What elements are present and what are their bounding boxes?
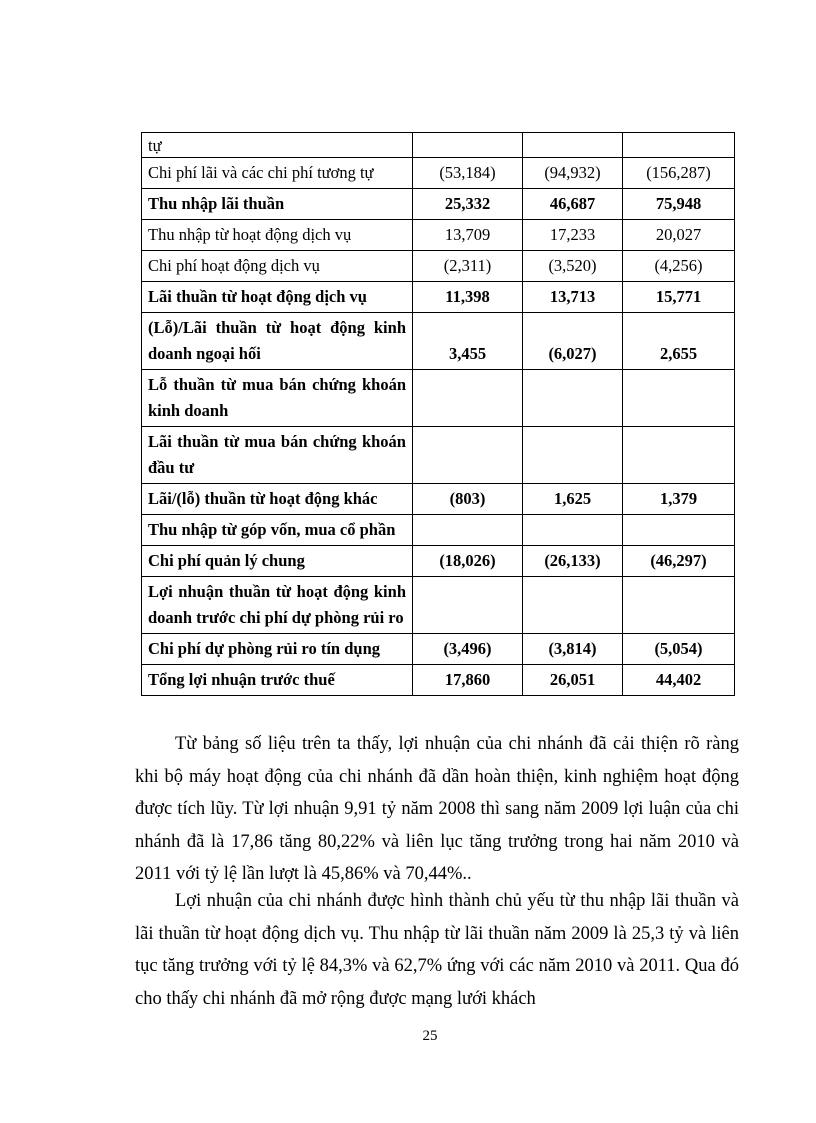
row-value-2011: 2,655 [623,313,735,370]
row-value-2010: 13,713 [523,282,623,313]
row-label: Thu nhập từ góp vốn, mua cổ phần [142,515,413,546]
row-value-2009: 17,860 [413,665,523,696]
row-label: Lợi nhuận thuần từ hoạt động kinh doanh trước chi phí dự phòng rủi ro [142,577,413,634]
page-number: 25 [422,1028,438,1044]
row-value-2011 [623,515,735,546]
table-row [142,251,735,282]
row-value-2010: (3,520) [523,251,623,282]
row-label: Tổng lợi nhuận trước thuế [142,665,413,696]
row-value-2009: (803) [413,484,523,515]
financial-table [141,132,735,696]
row-value-2009 [413,133,523,158]
financial-table-body [142,133,735,696]
row-value-2010: 17,233 [523,220,623,251]
table-row [142,634,735,665]
table-row [142,665,735,696]
row-value-2009: 11,398 [413,282,523,313]
row-label: Chi phí dự phòng rủi ro tín dụng [142,634,413,665]
table-row [142,313,735,370]
row-value-2011 [623,370,735,427]
row-value-2011: 44,402 [623,665,735,696]
table-row [142,484,735,515]
row-value-2010: 1,625 [523,484,623,515]
row-label: Lãi thuần từ mua bán chứng khoán đầu tư [142,427,413,484]
row-value-2009: (2,311) [413,251,523,282]
row-label: Lỗ thuần từ mua bán chứng khoán kinh doanh [142,370,413,427]
row-value-2010: (94,932) [523,158,623,189]
row-value-2010 [523,133,623,158]
row-label: Chi phí lãi và các chi phí tương tự [142,158,413,189]
table-row [142,515,735,546]
row-value-2009 [413,370,523,427]
row-value-2010 [523,427,623,484]
row-value-2009 [413,577,523,634]
row-label: Lãi thuần từ hoạt động dịch vụ [142,282,413,313]
row-value-2011: (5,054) [623,634,735,665]
row-label: Chi phí quản lý chung [142,546,413,577]
table-row [142,189,735,220]
table-row [142,133,735,158]
row-value-2009: 3,455 [413,313,523,370]
table-row [142,220,735,251]
body-paragraph: Lợi nhuận của chi nhánh được hình thành chủ yếu từ thu nhập lãi thuần và lãi thuần từ hoạt động dịch vụ. Thu nhập từ lãi thuần năm 2009 là 25,3 tỷ và liên tục tăng trưởng với tỷ lệ 84,3% và 62,7% ứng với các năm 2010 và 2011. Qua đó cho thấy chi nhánh đã mở rộng được mạng lưới khách [135,891,739,1009]
row-value-2010: 26,051 [523,665,623,696]
row-value-2011 [623,133,735,158]
row-value-2011: (156,287) [623,158,735,189]
row-value-2010: 46,687 [523,189,623,220]
table-row [142,370,735,427]
row-value-2010 [523,577,623,634]
row-value-2009: (53,184) [413,158,523,189]
row-value-2010: (6,027) [523,313,623,370]
row-value-2011: 15,771 [623,282,735,313]
row-value-2009: 13,709 [413,220,523,251]
row-value-2010: (26,133) [523,546,623,577]
row-value-2011 [623,577,735,634]
row-label: Lãi/(lỗ) thuần từ hoạt động khác [142,484,413,515]
row-value-2009: 25,332 [413,189,523,220]
row-label: tự [142,133,413,158]
row-value-2011: (46,297) [623,546,735,577]
table-row [142,427,735,484]
row-value-2011: 1,379 [623,484,735,515]
table-row [142,158,735,189]
row-value-2010 [523,515,623,546]
row-value-2009: (18,026) [413,546,523,577]
row-label: Chi phí hoạt động dịch vụ [142,251,413,282]
row-value-2011 [623,427,735,484]
row-value-2010 [523,370,623,427]
row-value-2009: (3,496) [413,634,523,665]
body-paragraph: Từ bảng số liệu trên ta thấy, lợi nhuận của chi nhánh đã cải thiện rõ ràng khi bộ máy hoạt động của chi nhánh đã dần hoàn thiện, kinh nghiệm hoạt động được tích lũy. Từ lợi nhuận 9,91 tỷ năm 2008 thì sang năm 2009 lợi luận của chi nhánh đã là 17,86 tăng 80,22% và liên lục tăng trưởng trong hai năm 2010 và 2011 với tỷ lệ lần lượt là 45,86% và 70,44%.. [135,734,739,884]
table-row [142,282,735,313]
row-value-2011: 20,027 [623,220,735,251]
row-label: (Lỗ)/Lãi thuần từ hoạt động kinh doanh ngoại hối [142,313,413,370]
row-value-2011: 75,948 [623,189,735,220]
row-value-2010: (3,814) [523,634,623,665]
table-row [142,546,735,577]
row-value-2011: (4,256) [623,251,735,282]
row-label: Thu nhập từ hoạt động dịch vụ [142,220,413,251]
row-value-2009 [413,427,523,484]
row-value-2009 [413,515,523,546]
table-row [142,577,735,634]
row-label: Thu nhập lãi thuần [142,189,413,220]
